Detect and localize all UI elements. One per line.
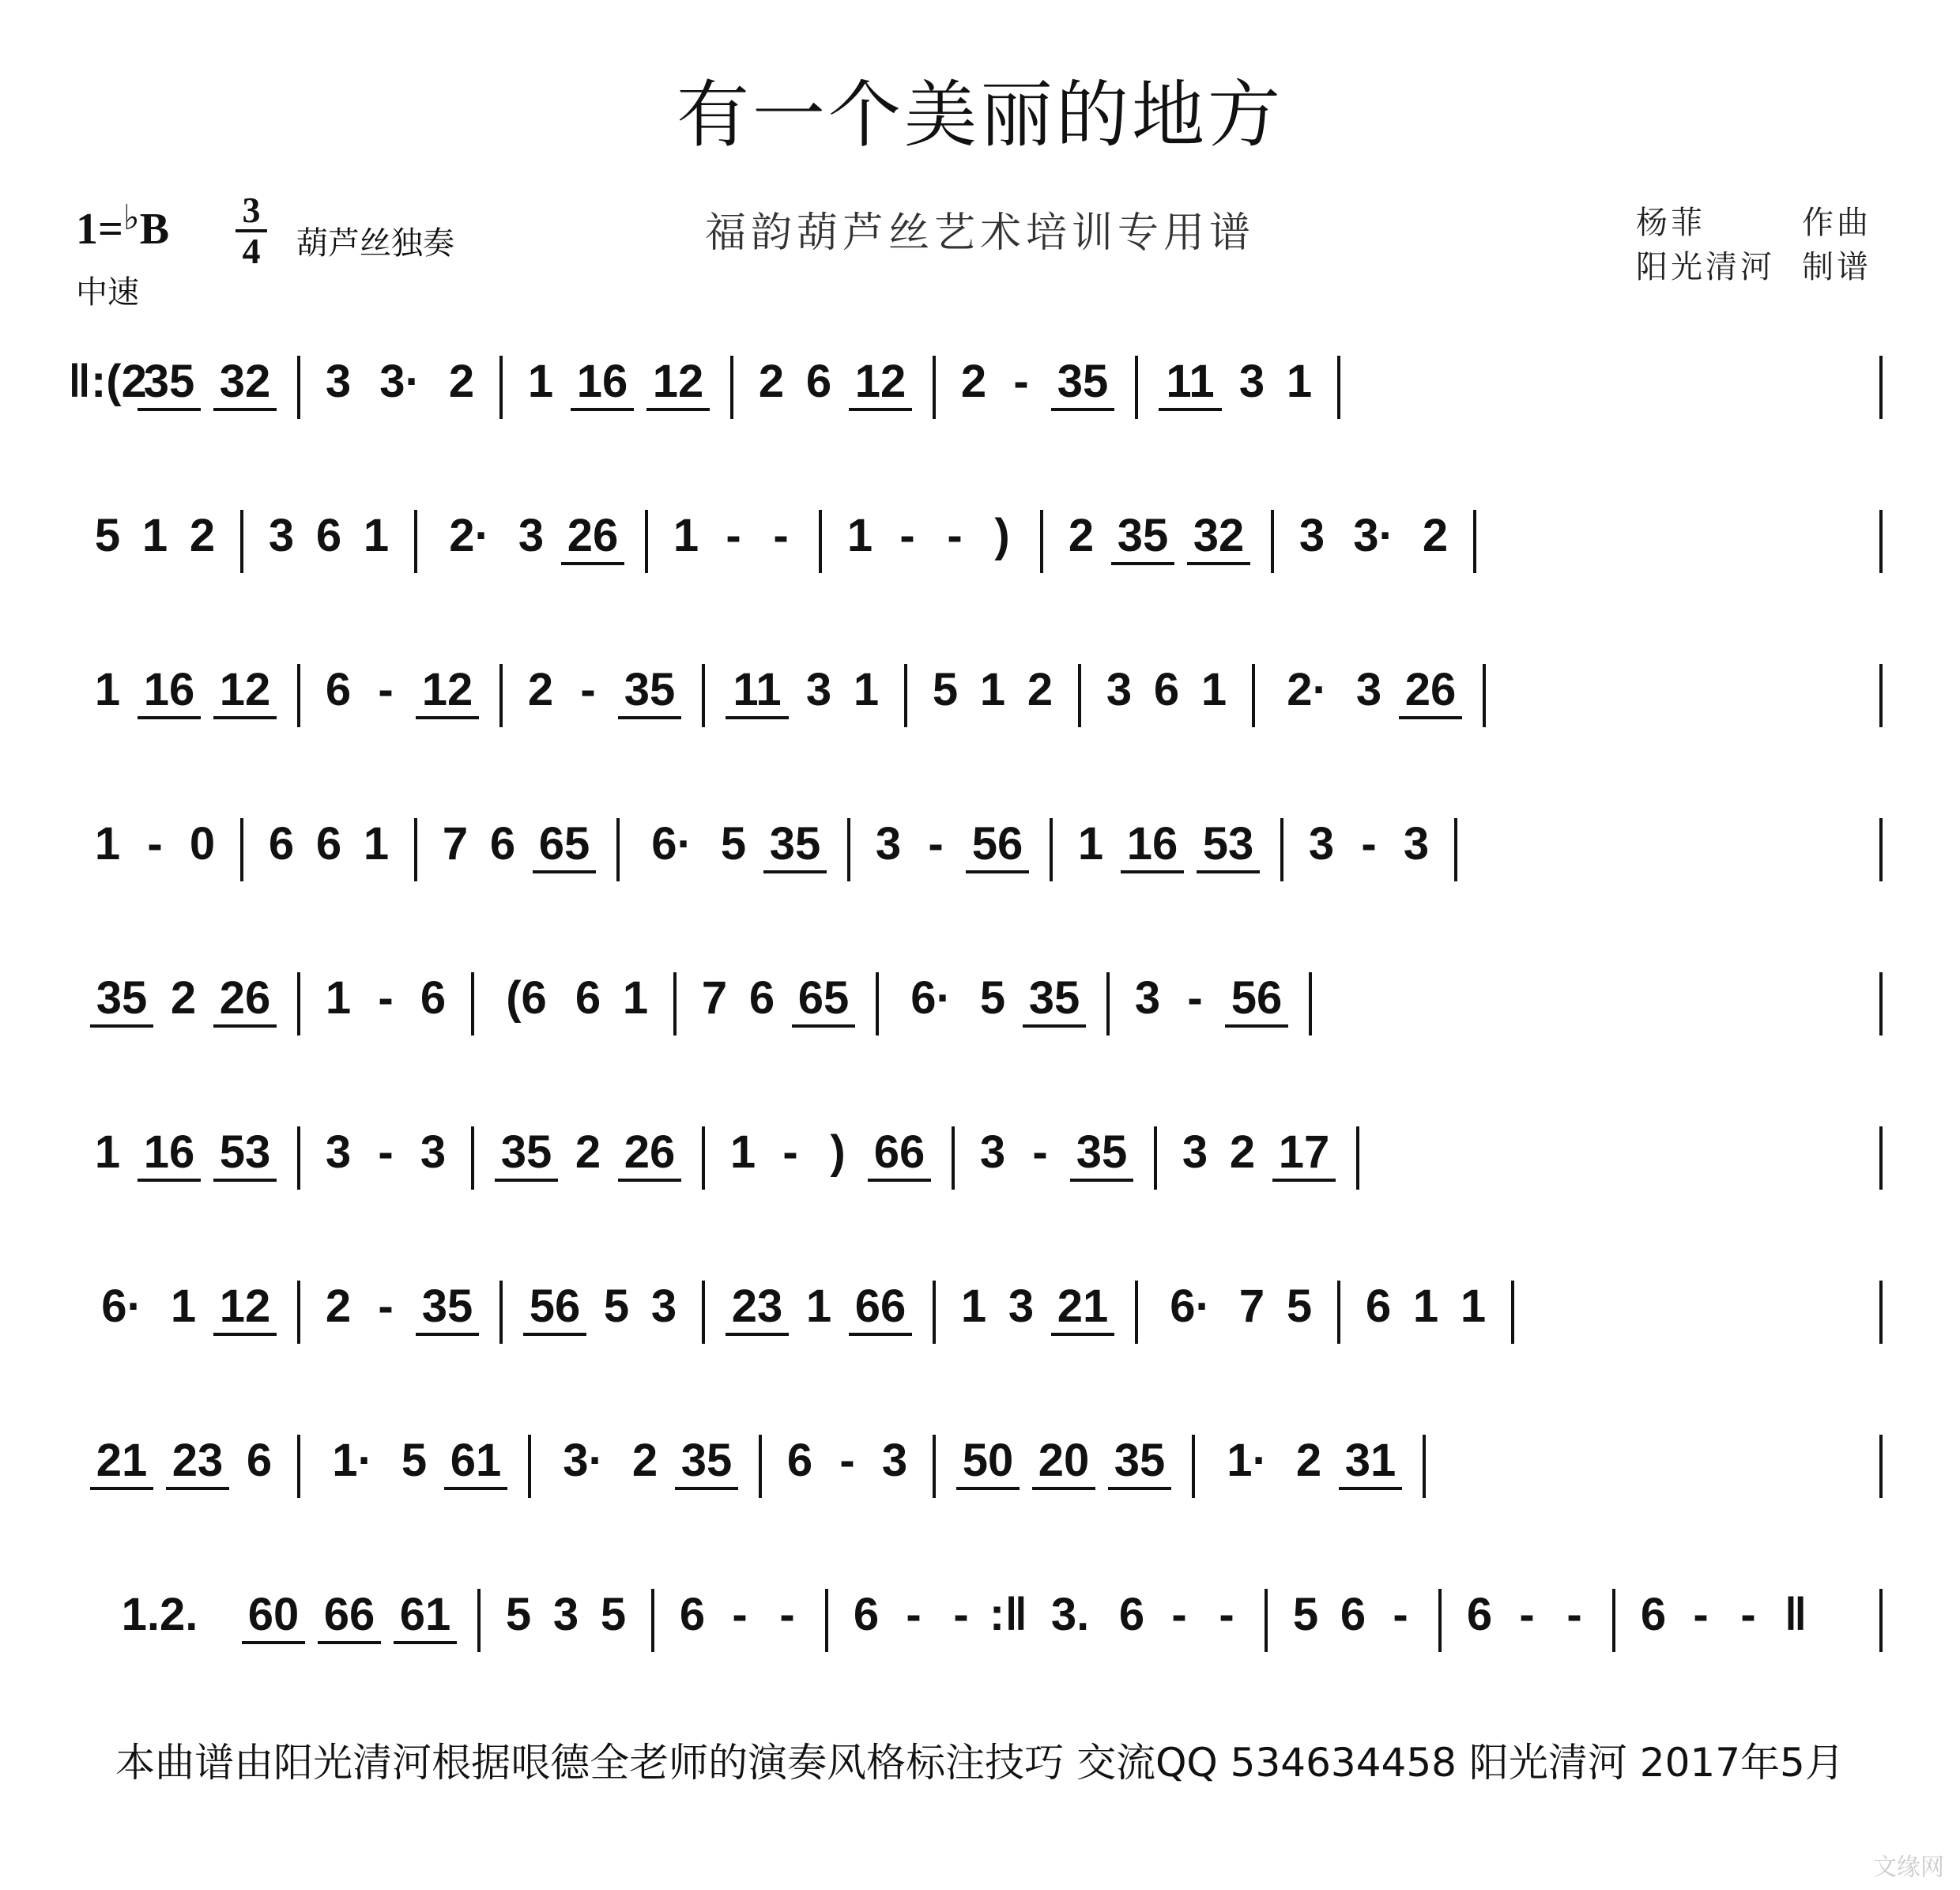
note-group: 2	[1229, 1126, 1256, 1178]
note-group: 35	[680, 1435, 733, 1486]
note-group: 5	[1292, 1589, 1319, 1640]
note-group: 6	[1640, 1589, 1667, 1640]
note-group: 53	[1202, 818, 1254, 870]
note-group: 35	[769, 818, 821, 870]
note-group: 1·	[332, 1435, 373, 1486]
arranger-name: 阳光清河	[1636, 249, 1775, 285]
score-row-svg	[76, 1411, 1884, 1530]
note-group: 2·	[449, 510, 490, 561]
note-group: 6	[748, 972, 775, 1024]
note-group: 1·	[1227, 1435, 1268, 1486]
key-note: B	[139, 205, 170, 254]
note-group: -	[947, 510, 963, 561]
note-group: 1	[1412, 1281, 1439, 1332]
note-group: )	[830, 1126, 846, 1178]
note-group: 3	[1298, 510, 1325, 561]
time-signature-bottom: 4	[242, 231, 261, 271]
arranger-role: 制谱	[1802, 249, 1871, 285]
note-group: 1	[1460, 1281, 1487, 1332]
note-group: -	[953, 1589, 969, 1640]
note-group: (6	[506, 972, 547, 1024]
note-group: 1	[94, 1126, 121, 1178]
note-group: 20	[1038, 1435, 1090, 1486]
note-group: 1	[1200, 664, 1227, 715]
note-group: 2	[575, 1126, 601, 1178]
note-group: 2	[960, 356, 987, 407]
note-group: 16	[1126, 818, 1178, 870]
note-group: 35	[1076, 1126, 1128, 1178]
subtitle: 福韵葫芦丝艺术培训专用谱	[704, 209, 1255, 257]
note-group: 6	[489, 818, 516, 870]
note-group: 1	[1286, 356, 1313, 407]
note-group: 3	[1008, 1281, 1035, 1332]
note-group: 6	[1365, 1281, 1392, 1332]
score-row-svg	[76, 1103, 1884, 1221]
note-group: 3	[1308, 818, 1335, 870]
note-group: ‖	[1784, 1589, 1807, 1640]
note-group: 1	[527, 356, 554, 407]
note-group: 7	[1238, 1281, 1265, 1332]
note-group: 35	[500, 1126, 552, 1178]
note-group: 6	[805, 356, 832, 407]
note-group: 1	[1077, 818, 1104, 870]
note-group: -	[1361, 818, 1377, 870]
note-group: 7	[701, 972, 728, 1024]
score-row	[76, 486, 1884, 605]
score-row-svg	[68, 332, 1884, 451]
note-group: 1	[94, 818, 121, 870]
note-group: 65	[538, 818, 590, 870]
note-group: 2	[1068, 510, 1095, 561]
note-group: 11	[733, 664, 782, 715]
note-group: 1	[673, 510, 699, 561]
note-group: -	[1566, 1589, 1582, 1640]
composer-role: 作曲	[1802, 205, 1871, 241]
note-group: 3	[420, 1126, 447, 1178]
flat-sign: ♭	[122, 198, 140, 237]
note-group: 5	[932, 664, 959, 715]
score-row	[76, 949, 1884, 1067]
note-group: :‖	[989, 1589, 1028, 1640]
note-group: 35	[1028, 972, 1080, 1024]
note-group: 1	[170, 1281, 197, 1332]
note-group: -	[906, 1589, 922, 1640]
note-group: 66	[854, 1281, 906, 1332]
note-group: 3	[1182, 1126, 1208, 1178]
note-group: 6·	[101, 1281, 142, 1332]
note-group: -	[378, 972, 394, 1024]
note-group: 3	[881, 1435, 908, 1486]
note-group: 3	[650, 1281, 677, 1332]
note-group: 3.	[1050, 1589, 1090, 1640]
note-group: 1	[729, 1126, 756, 1178]
note-group: 1	[846, 510, 873, 561]
note-group: 6	[1466, 1589, 1493, 1640]
note-group: ‖:(2	[68, 356, 147, 407]
time-signature-top: 3	[242, 190, 261, 230]
note-group: 1	[325, 972, 352, 1024]
note-group: 1	[141, 510, 168, 561]
note-group: -	[378, 1126, 394, 1178]
note-group: 35	[1057, 356, 1109, 407]
note-group: 3	[325, 356, 352, 407]
tempo-marking: 中速	[76, 274, 139, 311]
note-group: -	[899, 510, 915, 561]
note-group: 12	[421, 664, 473, 715]
note-group: 60	[247, 1589, 300, 1640]
note-group: 12	[652, 356, 704, 407]
note-group: -	[1693, 1589, 1709, 1640]
note-group: 2	[170, 972, 197, 1024]
note-group: -	[1219, 1589, 1234, 1640]
composer-credit	[1636, 198, 1871, 243]
note-group: 17	[1278, 1126, 1330, 1178]
note-group: 2	[631, 1435, 658, 1486]
note-group: -	[782, 1126, 798, 1178]
note-group: 26	[1404, 664, 1457, 715]
note-group: 56	[971, 818, 1023, 870]
score-row	[76, 1411, 1884, 1530]
note-group: 1.2.	[121, 1589, 198, 1640]
note-group: 6	[420, 972, 447, 1024]
note-group: 3	[1355, 664, 1382, 715]
note-group: 21	[1057, 1281, 1109, 1332]
note-group: 3	[325, 1126, 352, 1178]
note-group: 16	[576, 356, 628, 407]
score-row-svg	[76, 640, 1884, 759]
note-group: -	[928, 818, 944, 870]
note-group: 5	[603, 1281, 630, 1332]
note-group: 12	[219, 664, 271, 715]
note-group: 6	[853, 1589, 880, 1640]
note-group: -	[147, 818, 163, 870]
note-group: 35	[96, 972, 148, 1024]
note-group: 16	[143, 1126, 195, 1178]
note-group: 26	[567, 510, 619, 561]
score-row-svg	[76, 486, 1884, 605]
note-group: 3	[552, 1589, 579, 1640]
note-group: 6·	[651, 818, 692, 870]
note-group: 53	[219, 1126, 271, 1178]
note-group: 3	[1403, 818, 1430, 870]
score-row	[68, 332, 1884, 451]
note-group: 2	[448, 356, 475, 407]
note-group: 3·	[379, 356, 420, 407]
note-group: 35	[421, 1281, 473, 1332]
note-group: 0	[189, 818, 216, 870]
score-row	[76, 794, 1884, 913]
note-group: 56	[1231, 972, 1283, 1024]
note-group: 35	[1117, 510, 1169, 561]
score-row	[76, 640, 1884, 759]
note-group: 5	[94, 510, 121, 561]
note-group: -	[1740, 1589, 1756, 1640]
score-row-svg	[76, 1257, 1884, 1375]
note-group: 1	[979, 664, 1006, 715]
note-group: 1	[960, 1281, 987, 1332]
score-row-svg	[76, 1565, 1884, 1684]
note-group: -	[779, 1589, 795, 1640]
watermark: 文缘网	[1873, 1854, 1944, 1881]
note-group: 66	[873, 1126, 925, 1178]
score-row	[76, 1257, 1884, 1375]
note-group: 16	[143, 664, 195, 715]
composer-name: 杨菲	[1636, 205, 1706, 241]
note-group: 6	[679, 1589, 706, 1640]
note-group: 5	[401, 1435, 428, 1486]
score-row-svg	[76, 794, 1884, 913]
note-group: 3	[518, 510, 545, 561]
note-group: -	[378, 1281, 394, 1332]
note-group: 1	[805, 1281, 832, 1332]
note-group: 3	[1106, 664, 1133, 715]
note-group: 32	[1193, 510, 1245, 561]
note-group: 11	[1166, 356, 1215, 407]
note-group: 6	[325, 664, 352, 715]
note-group: -	[1393, 1589, 1408, 1640]
note-group: 5	[505, 1589, 532, 1640]
note-group: 3·	[1353, 510, 1394, 561]
note-group: 2·	[1287, 664, 1328, 715]
note-group: -	[773, 510, 789, 561]
note-group: -	[732, 1589, 748, 1640]
note-group: 2	[758, 356, 785, 407]
note-group: 26	[219, 972, 271, 1024]
note-group: -	[378, 664, 394, 715]
note-group: 5	[1286, 1281, 1313, 1332]
score-title: 有一个美丽的地方	[676, 73, 1283, 157]
note-group: 6	[1340, 1589, 1366, 1640]
score-row-svg	[76, 949, 1884, 1067]
note-group: 26	[624, 1126, 676, 1178]
note-group: 61	[399, 1589, 451, 1640]
score-row	[76, 1103, 1884, 1221]
note-group: 50	[962, 1435, 1014, 1486]
note-group: 6	[575, 972, 601, 1024]
note-group: 3·	[563, 1435, 604, 1486]
note-group: 2	[189, 510, 216, 561]
note-group: 3	[805, 664, 832, 715]
note-group: 6	[246, 1435, 273, 1486]
note-group: 31	[1344, 1435, 1396, 1486]
note-group: 7	[442, 818, 469, 870]
note-group: 66	[323, 1589, 375, 1640]
note-group: 12	[219, 1281, 271, 1332]
note-group: 1	[853, 664, 880, 715]
note-group: 3	[268, 510, 295, 561]
note-group: 1	[363, 818, 390, 870]
note-group: 6·	[910, 972, 952, 1024]
note-group: 2	[1295, 1435, 1322, 1486]
note-group: 2	[1422, 510, 1449, 561]
note-group: 1	[363, 510, 390, 561]
note-group: 2	[325, 1281, 352, 1332]
note-group: -	[1032, 1126, 1048, 1178]
note-group: 23	[172, 1435, 224, 1486]
note-group: 5	[720, 818, 747, 870]
note-group: 32	[219, 356, 271, 407]
note-group: -	[1519, 1589, 1535, 1640]
note-group: 3	[875, 818, 902, 870]
note-group: 35	[1114, 1435, 1166, 1486]
note-group: 6	[315, 818, 342, 870]
note-group: 5	[600, 1589, 627, 1640]
note-group: 23	[731, 1281, 783, 1332]
note-group: 3	[1238, 356, 1265, 407]
footer-note: 本曲谱由阳光清河根据哏德全老师的演奏风格标注技巧 交流QQ 534634458 阳光清河 2017年5月	[115, 1740, 1845, 1786]
note-group: 3	[1134, 972, 1161, 1024]
note-group: -	[580, 664, 596, 715]
note-group: 6·	[1170, 1281, 1211, 1332]
note-group: 61	[450, 1435, 502, 1486]
note-group: 1	[622, 972, 649, 1024]
note-group: -	[1013, 356, 1029, 407]
note-group: 6	[1118, 1589, 1145, 1640]
note-group: 6	[1153, 664, 1180, 715]
note-group: 6	[315, 510, 342, 561]
instrument-label: 葫芦丝独奏	[296, 225, 454, 262]
note-group: 6	[786, 1435, 813, 1486]
note-group: -	[726, 510, 741, 561]
note-group: 3	[979, 1126, 1006, 1178]
note-group: 65	[797, 972, 850, 1024]
arranger-credit	[1636, 242, 1871, 287]
note-group: 56	[529, 1281, 581, 1332]
note-group: 2	[1027, 664, 1054, 715]
score-row	[76, 1565, 1884, 1684]
note-group: -	[1171, 1589, 1187, 1640]
note-group: 12	[854, 356, 906, 407]
note-group: )	[994, 510, 1010, 561]
key-prefix: 1=	[76, 205, 123, 254]
note-group: 5	[979, 972, 1006, 1024]
note-group: -	[839, 1435, 855, 1486]
note-group: 1	[94, 664, 121, 715]
note-group: -	[1187, 972, 1203, 1024]
note-group: 21	[96, 1435, 148, 1486]
note-group: 35	[624, 664, 676, 715]
note-group: 6	[268, 818, 295, 870]
note-group: 2	[527, 664, 554, 715]
note-group: 35	[143, 356, 195, 407]
